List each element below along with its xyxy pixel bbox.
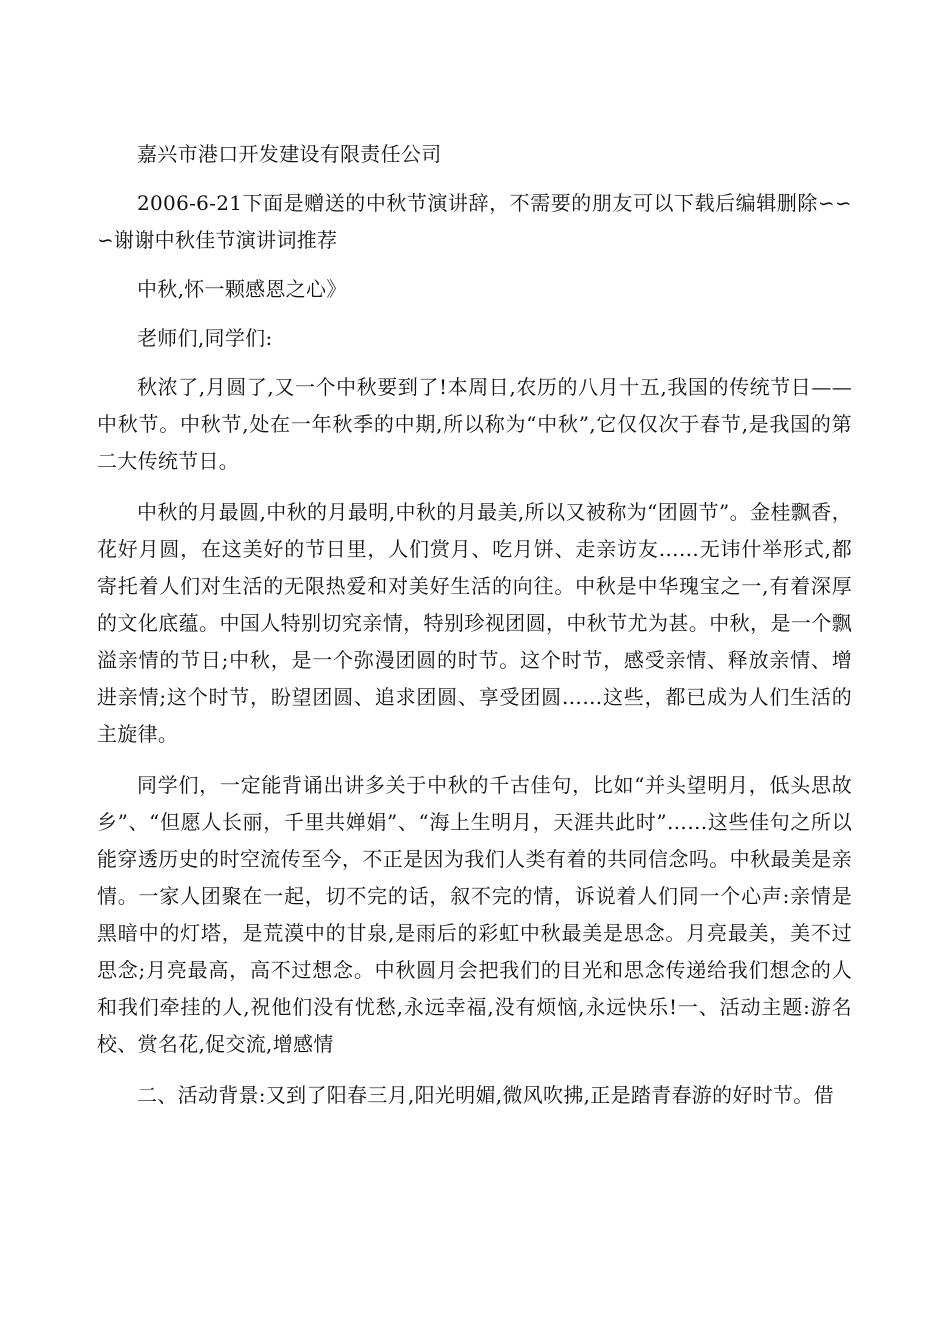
company-name: 嘉兴市港口开发建设有限责任公司 (137, 142, 442, 166)
body-paragraph-2: 中秋的月最圆,中秋的月最明,中秋的月最美,所以又被称为“团圆节”。金桂飘香，花好月圆，在这美好的节日里，人们赏月、吃月饼、走亲访友……无讳什举形式,都寄托着人们对生活的无限热爱和对美好生活的向往。中秋是中华瑰宝之一,有着深厚的文化底蕴。中国人特别切究亲情，特别珍视团圆，中秋节尤为甚。中秋，是一个飘溢亲情的节日;中秋，是一个弥漫团圆的时节。这个时节，感受亲情、释放亲情、增进亲情;这个时节，盼望团圆、追求团圆、享受团圆……这些，都已成为人们生活的主旋律。 (97, 500, 852, 746)
document-body (97, 136, 852, 1128)
date-intro-paragraph: 2006-6-21下面是赠送的中秋节演讲辞，不需要的朋友可以下载后编辑删除∽∽∽谢谢中秋佳节演讲词推荐 (97, 191, 852, 252)
speech-title: 中秋,怀一颗感恩之心》 (137, 277, 347, 301)
body-paragraph-4: 二、活动背景:又到了阳春三月,阳光明媚,微风吹拂,正是踏青春游的好时节。借 (137, 1083, 834, 1107)
body-paragraph-1: 秋浓了,月圆了,又一个中秋要到了!本周日,农历的八月十五,我国的传统节日——中秋节。中秋节,处在一年秋季的中期,所以称为“中秋”,它仅仅次于春节,是我国的第二大传统节日。 (97, 375, 852, 473)
salutation: 老师们,同学们: (137, 326, 273, 350)
body-paragraph-3: 同学们，一定能背诵出讲多关于中秋的千古佳句，比如“并头望明月，低头思故乡”、“但愿人长丽，千里共婵娟”、“海上生明月，天涯共此时”……这些佳句之所以能穿透历史的时空流传至今，不正是因为我们人类有着的共同信念吗。中秋最美是亲情。一家人团聚在一起，切不完的话，叙不完的情，诉说着人们同一个心声:亲情是黑暗中的灯塔，是荒漠中的甘泉,是雨后的彩虹中秋最美是思念。月亮最美，美不过思念;月亮最高，高不过想念。中秋圆月会把我们的目光和思念传递给我们想念的人和我们牵挂的人,祝他们没有忧愁,永远幸福,没有烦恼,永远快乐!一、活动主题:游名校、赏名花,促交流,增感情 (97, 773, 852, 1056)
